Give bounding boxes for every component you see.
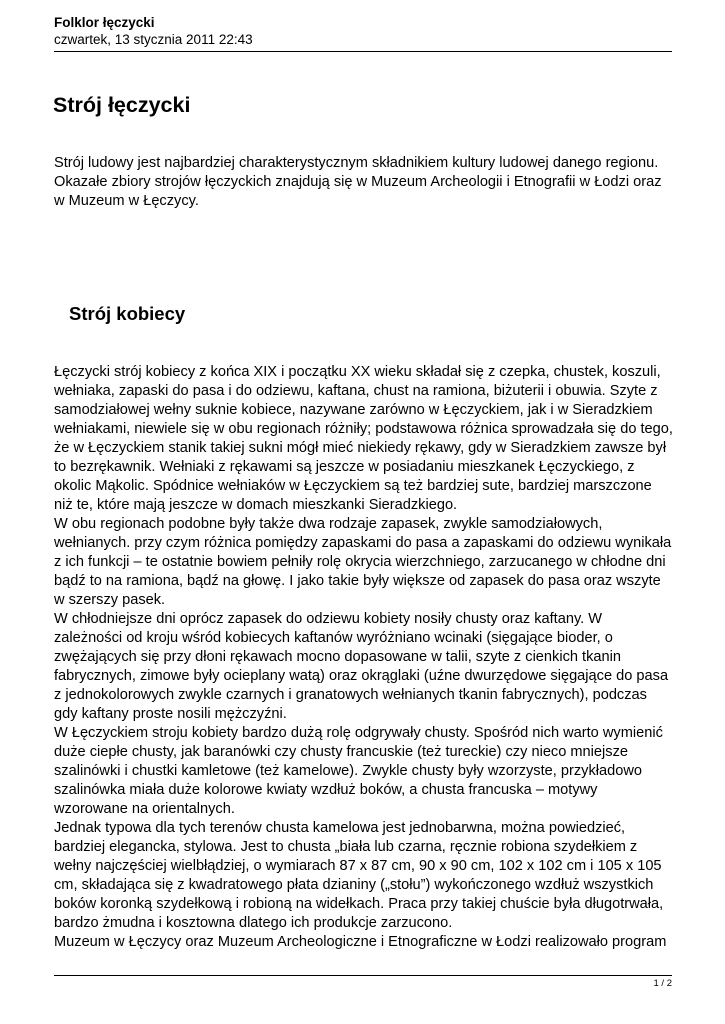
body-line: szalinówki i chustki kamletowe (też kamelowe). Zwykle chusty były wzorzyste, przykładowo [54, 763, 642, 779]
body-line: samodziałowej wełny suknie kobiece, nazywane zarówno w Łęczyckiem, jak i w Sieradzkiem [54, 402, 653, 418]
body-line: z ich funkcji – te ostatnie bowiem pełniły rolę okrycia wierzchniego, zarzucanego w chłodne dni [54, 554, 666, 570]
body-line: Łęczycki strój kobiecy z końca XIX i początku XX wieku składał się z czepka, chustek, koszuli, [54, 364, 661, 380]
body-line: gdy kaftany proste nosili mężczyźni. [54, 706, 287, 722]
body-line: bardzo żmudna i kosztowna dlatego ich produkcje zarzucono. [54, 915, 453, 931]
section-heading: Strój kobiecy [69, 303, 186, 324]
body-line: bądź to na ramiona, bądź na głowę. I jako takie były większe od zapasek do pasa oraz wszyte [54, 573, 661, 589]
intro-line: Okazałe zbiory strojów łęczyckich znajdują się w Muzeum Archeologii i Etnografii w Łodzi oraz [54, 174, 662, 190]
body-line: zwężających się przy dłoni rękawach mocno dopasowane w talii, szyte z cienkich tkanin [54, 649, 621, 665]
footer-divider [54, 975, 672, 976]
body-line: w szerszy pasek. [54, 592, 166, 608]
body-line: to bezrękawnik. Wełniaki z rękawami są jeszcze w posiadaniu mieszkanek Łęczyckiego, z [54, 459, 635, 475]
body-line: okolic Mąkolic. Spódnice wełniaków w Łęczyckiem są też bardziej sute, bardziej marszczone [54, 478, 652, 494]
intro-line: w Muzeum w Łęczycy. [54, 193, 199, 209]
body-line: wełniakami, niewiele się w obu regionach różniły; podstawowa różnica sprowadzała się do tego, [54, 421, 673, 437]
body-line: Muzeum w Łęczycy oraz Muzeum Archeologiczne i Etnograficzne w Łodzi realizowało program [54, 934, 667, 950]
body-line: W obu regionach podobne były także dwa rodzaje zapasek, zwykle samodziałowych, [54, 516, 603, 532]
body-line: wełniaka, zapaski do pasa i do odziewu, kaftana, chust na ramiona, biżuterii i obuwia. Szyte z [54, 383, 658, 399]
body-line: szalinówka miała duże kolorowe kwiaty wzdłuż boków, a chusta francuska – motywy [54, 782, 598, 798]
body-line: wzorowane na orientalnych. [54, 801, 235, 817]
intro-line: Strój ludowy jest najbardziej charakterystycznym składnikiem kultury ludowej danego regionu. [54, 155, 659, 171]
post-date: czwartek, 13 stycznia 2011 22:43 [54, 32, 253, 47]
body-line: niż te, które mają jeszcze w domach mieszkanki Sieradzkiego. [54, 497, 458, 513]
body-line: zależności od kroju wśród kobiecych kaftanów wyróżniano wcinaki (sięgające bioder, o [54, 630, 613, 646]
body-line: wełnianych. przy czym różnica pomiędzy zapaskami do pasa a zapaskami do odziewu wynikała [54, 535, 672, 551]
intro-paragraph [54, 154, 684, 211]
body-line: boków koronką szydełkową i robioną na widełkach. Praca przy takiej chuście była długotrwała, [54, 896, 664, 912]
header-divider [54, 51, 672, 52]
body-line: bardziej elegancka, stylowa. Jest to chusta „biała lub czarna, ręcznie robiona szydełkiem z [54, 839, 638, 855]
body-line: W chłodniejsze dni oprócz zapasek do odziewu kobiety nosiły chusty oraz kaftany. W [54, 611, 603, 627]
body-line: cm, składająca się z kwadratowego płata dzianiny („stołu”) wykończonego wzdłuż wszystkich [54, 877, 654, 893]
body-line: że w Łęczyckiem stanik takiej sukni mógł mieć niekiedy rękawy, gdy w Sieradzkiem zawsze był [54, 440, 667, 456]
body-line: W Łęczyckiem stroju kobiety bardzo dużą rolę odgrywały chusty. Spośród nich warto wymienić [54, 725, 663, 741]
body-line: duże ciepłe chusty, jak baranówki czy chusty francuskie (też tureckie) czy nieco mniejsze [54, 744, 628, 760]
page-number: 1 / 2 [653, 978, 672, 989]
body-line: Jednak typowa dla tych terenów chusta kamelowa jest jednobarwna, można powiedzieć, [54, 820, 626, 836]
site-title: Folklor łęczycki [54, 15, 155, 30]
body-line: z jednokolorowych zwykle czarnych i granatowych wełnianych tkanin fabrycznych), podczas [54, 687, 647, 703]
body-line: wełny najczęściej wielbłądziej, o wymiarach 87 x 87 cm, 90 x 90 cm, 102 x 102 cm i 105 x 105 [54, 858, 662, 874]
article-body [54, 363, 684, 952]
article-title: Strój łęczycki [53, 93, 191, 117]
body-line: fabrycznych, zimowe były ocieplany watą) oraz okrąglaki (uźne dwurzędowe sięgające do pasa [54, 668, 669, 684]
